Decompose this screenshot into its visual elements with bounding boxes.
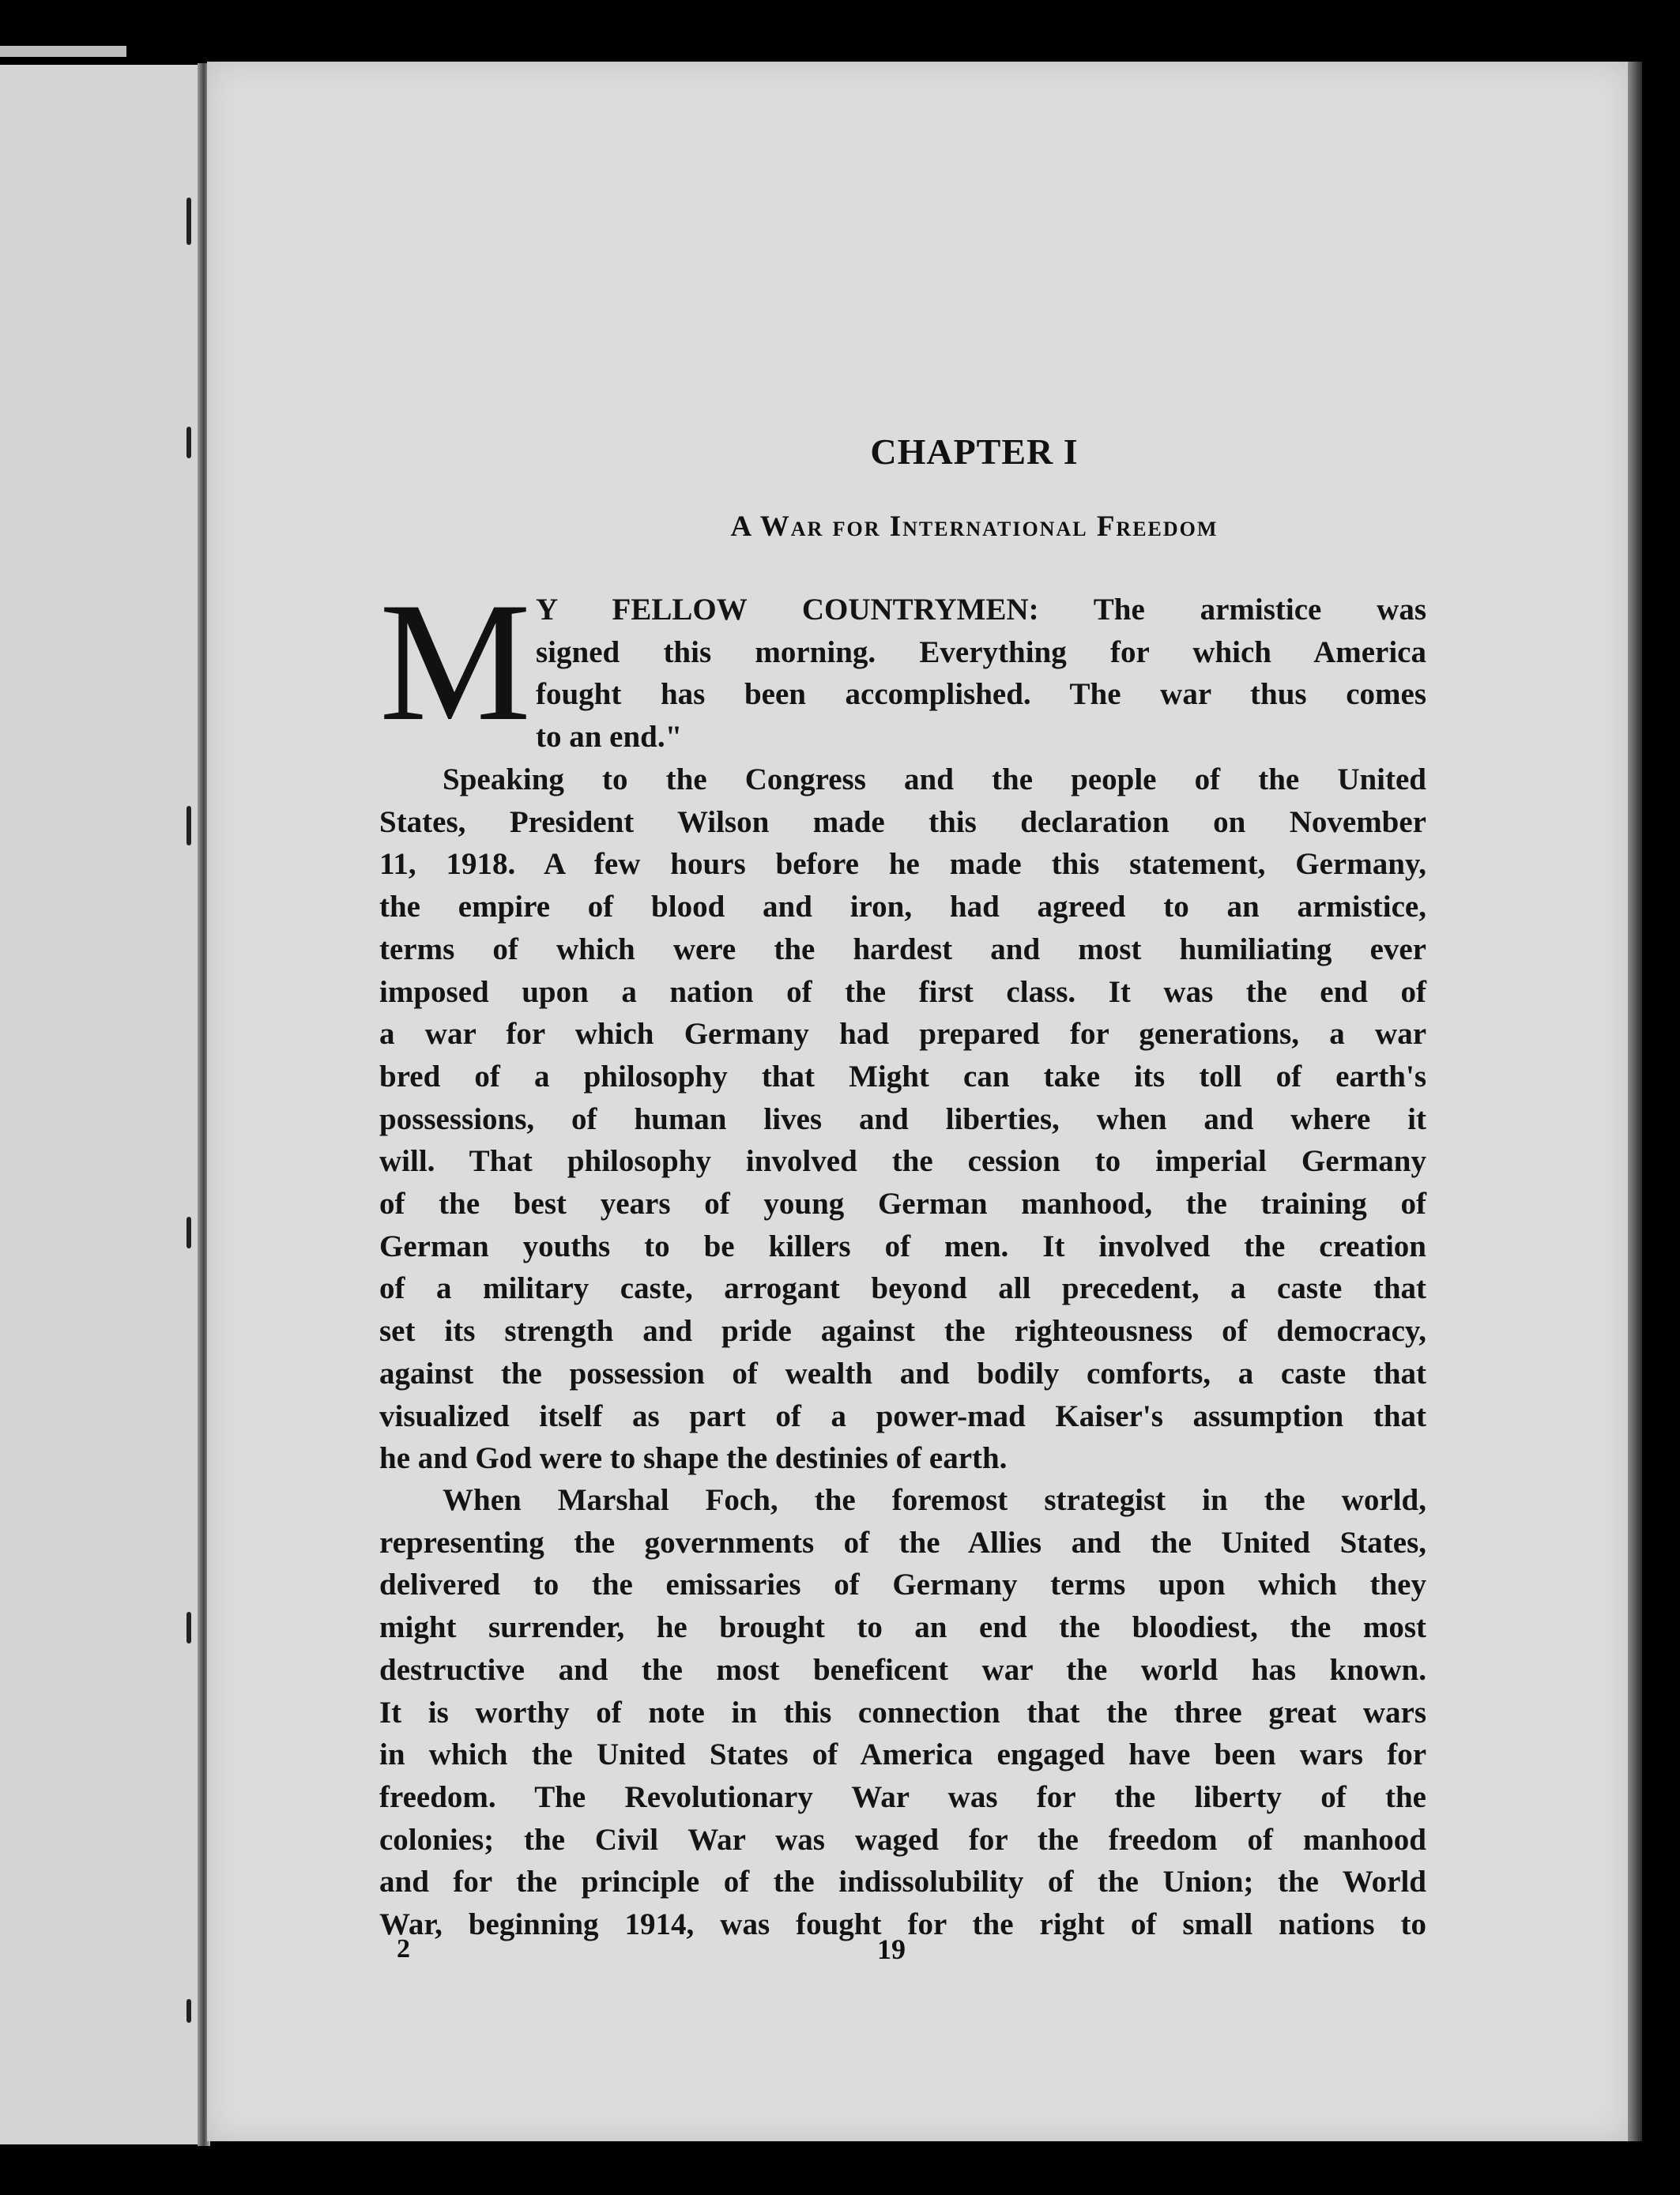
text-line: might surrender, he brought to an end the bloodiest, the most <box>379 1610 1426 1645</box>
margin-mark <box>186 198 191 245</box>
text-line: delivered to the emissaries of Germany terms upon which they <box>379 1568 1426 1602</box>
margin-mark <box>186 1612 191 1643</box>
text-line: When Marshal Foch, the foremost strategist in the world, <box>443 1483 1426 1517</box>
drop-cap: M <box>379 567 532 756</box>
text-line: Y FELLOW COUNTRYMEN: The armistice was <box>536 593 1426 627</box>
signature-mark: 2 <box>397 1934 410 1963</box>
margin-mark <box>186 1217 191 1248</box>
text-line: he and God were to shape the destinies of earth. <box>379 1441 1008 1476</box>
text-line: 11, 1918. A few hours before he made this statement, Germany, <box>379 847 1426 882</box>
text-line: a war for which Germany had prepared for generations, a war <box>379 1017 1426 1052</box>
text-line: bred of a philosophy that Might can take its toll of earth's <box>379 1059 1426 1094</box>
text-line: War, beginning 1914, was fought for the right of small nations to <box>379 1907 1426 1942</box>
margin-mark <box>186 1999 191 2023</box>
text-line: States, President Wilson made this declaration on November <box>379 804 1426 839</box>
text-line: against the possession of wealth and bodily comforts, a caste that <box>379 1356 1426 1391</box>
chapter-subtitle: A War for International Freedom <box>730 510 1219 543</box>
text-line: colonies; the Civil War was waged for the freedom of manhood <box>379 1822 1426 1857</box>
chapter-heading: CHAPTER I <box>870 431 1079 472</box>
text-line: will. That philosophy involved the cession to imperial Germany <box>379 1144 1426 1179</box>
page-number: 19 <box>877 1933 906 1965</box>
text-line: representing the governments of the Allies and the United States, <box>379 1525 1426 1560</box>
text-line: of the best years of young German manhood, the training of <box>379 1187 1426 1222</box>
text-line: visualized itself as part of a power-mad Kaiser's assumption that <box>379 1399 1426 1433</box>
page-right-edge <box>1628 62 1642 2141</box>
facing-page-blank <box>0 65 204 2144</box>
text-line: signed this morning. Everything for which America <box>536 634 1426 669</box>
text-line: set its strength and pride against the righteousness of democracy, <box>379 1314 1426 1349</box>
opening-quote <box>536 589 1426 759</box>
margin-mark <box>186 806 191 845</box>
text-line: Speaking to the Congress and the people of the United <box>443 762 1426 796</box>
previous-page-edge <box>0 46 126 57</box>
paragraph-2 <box>379 1479 1426 1946</box>
text-line: It is worthy of note in this connection that the three great wars <box>379 1695 1426 1730</box>
text-line: freedom. The Revolutionary War was for the liberty of the <box>379 1779 1426 1814</box>
text-line: to an end." <box>536 720 683 755</box>
text-line: terms of which were the hardest and most humiliating ever <box>379 932 1426 966</box>
text-line: destructive and the most beneficent war the world has known. <box>379 1652 1426 1687</box>
text-line: German youths to be killers of men. It involved the creation <box>379 1229 1426 1263</box>
text-line: fought has been accomplished. The war thus comes <box>536 677 1426 712</box>
text-line: imposed upon a nation of the first class. It was the end of <box>379 974 1426 1009</box>
text-line: of a military caste, arrogant beyond all precedent, a caste that <box>379 1271 1426 1306</box>
text-line: possessions, of human lives and liberties, when and where it <box>379 1101 1426 1136</box>
paragraph-1 <box>379 759 1426 1480</box>
text-line: and for the principle of the indissolubility of the Union; the World <box>379 1865 1426 1899</box>
text-line: in which the United States of America engaged have been wars for <box>379 1738 1426 1772</box>
text-line: the empire of blood and iron, had agreed to an armistice, <box>379 890 1426 924</box>
